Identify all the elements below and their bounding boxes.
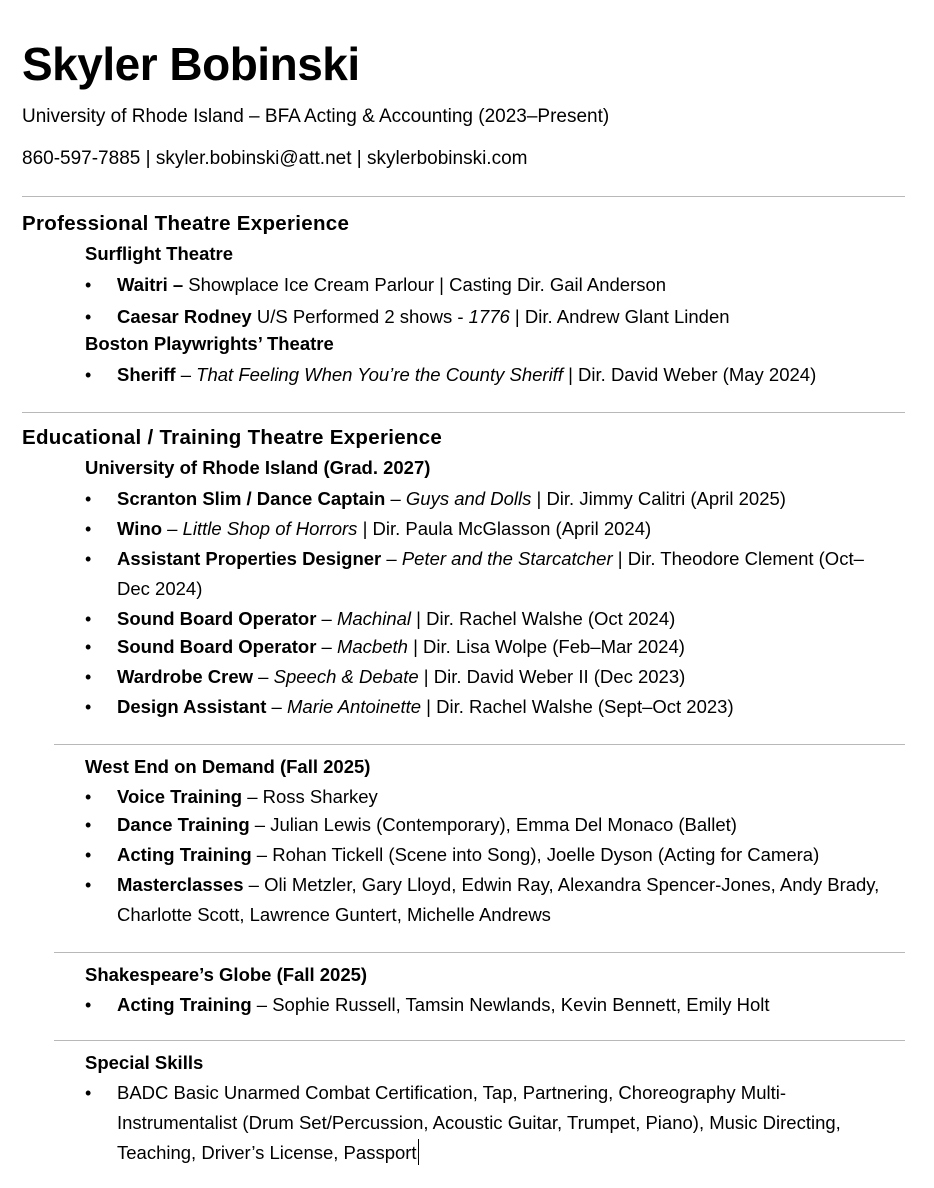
org-heading-boston: Boston Playwrights’ Theatre xyxy=(85,333,334,354)
bullet-icon: • xyxy=(85,697,92,717)
bullet-icon: • xyxy=(85,609,92,629)
show-title: Peter and the Starcatcher xyxy=(401,548,613,569)
list-item xyxy=(85,870,885,930)
org-heading-uri: University of Rhode Island (Grad. 2027) xyxy=(85,457,431,478)
credit-details: | Dir. David Weber II (Dec 2023) xyxy=(418,666,686,687)
role-label: Caesar Rodney xyxy=(117,306,252,327)
show-title: Guys and Dolls xyxy=(405,488,532,509)
section-divider xyxy=(22,412,905,413)
bullet-icon: • xyxy=(85,549,92,569)
role-label: Scranton Slim / Dance Captain xyxy=(117,488,386,509)
bullet-icon: • xyxy=(85,365,92,385)
credit-details: – Ross Sharkey xyxy=(242,786,378,807)
bullet-icon: • xyxy=(85,637,92,657)
role-label: Wardrobe Crew xyxy=(117,666,254,687)
bullet-icon: • xyxy=(85,275,92,295)
contact-line: 860-597-7885 | skyler.bobinski@att.net | skylerbobinski.com xyxy=(22,148,528,169)
section-divider xyxy=(22,196,905,197)
bullet-icon: • xyxy=(85,995,92,1015)
bullet-icon: • xyxy=(85,307,92,327)
subsection-divider xyxy=(54,1040,905,1041)
list-item xyxy=(85,840,885,870)
dash-separator: – xyxy=(162,518,183,539)
list-item xyxy=(85,360,885,390)
role-label: Assistant Properties Designer xyxy=(117,548,382,569)
bullet-icon: • xyxy=(85,489,92,509)
credit-details: Showplace Ice Cream Parlour | Casting Dir. Gail Anderson xyxy=(183,274,667,295)
section-title-professional: Professional Theatre Experience xyxy=(22,212,350,235)
special-skills-text: BADC Basic Unarmed Combat Certification, Tap, Partnering, Choreography Multi-Instrumentalist (Drum Set/Percussion, Acoustic Guitar, Trumpet, Piano), Music Directing, Teaching, Driver’s License, Passport xyxy=(117,1082,841,1163)
role-label: Design Assistant xyxy=(117,696,267,717)
bullet-icon: • xyxy=(85,519,92,539)
bullet-icon: • xyxy=(85,815,92,835)
dash-separator: – xyxy=(316,636,337,657)
bullet-icon: • xyxy=(85,787,92,807)
role-label: Dance Training xyxy=(117,814,250,835)
list-item xyxy=(85,514,885,544)
list-item xyxy=(85,270,885,300)
dash-separator: – xyxy=(175,364,197,385)
bullet-icon: • xyxy=(85,845,92,865)
dash-separator: – xyxy=(385,488,406,509)
credit-details: | Dir. Theodore Clement (Oct–Dec 2024) xyxy=(117,548,864,599)
credit-details: – Oli Metzler, Gary Lloyd, Edwin Ray, Alexandra Spencer-Jones, Andy Brady, Charlotte Scott, Lawrence Guntert, Michelle Andrews xyxy=(117,874,880,925)
subsection-divider xyxy=(54,952,905,953)
list-item xyxy=(85,990,885,1020)
show-title: Speech & Debate xyxy=(273,666,419,687)
credit-note: U/S Performed 2 shows - xyxy=(251,306,469,327)
list-item xyxy=(85,302,885,332)
list-item xyxy=(85,782,885,812)
show-title: Machinal xyxy=(336,608,412,629)
show-title: Little Shop of Horrors xyxy=(182,518,358,539)
role-label: Sound Board Operator xyxy=(117,636,317,657)
list-item xyxy=(85,1078,885,1168)
list-item xyxy=(85,544,885,604)
role-label: Waitri – xyxy=(117,274,184,295)
credit-details: | Dir. Rachel Walshe (Sept–Oct 2023) xyxy=(421,696,734,717)
credit-details: – Sophie Russell, Tamsin Newlands, Kevin Bennett, Emily Holt xyxy=(251,994,770,1015)
list-item xyxy=(85,484,885,514)
list-item xyxy=(85,632,885,662)
org-heading-special-skills: Special Skills xyxy=(85,1052,204,1073)
text-cursor xyxy=(418,1139,420,1165)
credit-details: | Dir. Rachel Walshe (Oct 2024) xyxy=(411,608,676,629)
dash-separator: – xyxy=(266,696,287,717)
bullet-icon: • xyxy=(85,667,92,687)
credit-details: | Dir. Paula McGlasson (April 2024) xyxy=(357,518,652,539)
section-title-educational: Educational / Training Theatre Experience xyxy=(22,426,443,449)
bullet-icon: • xyxy=(85,1083,92,1103)
role-label: Wino xyxy=(117,518,163,539)
show-title: That Feeling When You’re the County Sheriff xyxy=(196,364,563,385)
role-label: Voice Training xyxy=(117,786,243,807)
list-item xyxy=(85,810,885,840)
show-title: 1776 xyxy=(468,306,510,327)
list-item xyxy=(85,604,885,634)
role-label: Sheriff xyxy=(117,364,176,385)
credit-details: | Dir. Lisa Wolpe (Feb–Mar 2024) xyxy=(407,636,685,657)
show-title: Macbeth xyxy=(336,636,408,657)
list-item xyxy=(85,662,885,692)
dash-separator: – xyxy=(381,548,402,569)
dash-separator: – xyxy=(253,666,274,687)
bullet-icon: • xyxy=(85,875,92,895)
show-title: Marie Antoinette xyxy=(287,696,422,717)
role-label: Acting Training xyxy=(117,994,252,1015)
credit-details: | Dir. Andrew Glant Linden xyxy=(509,306,730,327)
resume-name: Skyler Bobinski xyxy=(22,38,360,90)
org-heading-surflight: Surflight Theatre xyxy=(85,243,234,264)
credit-details: | Dir. David Weber (May 2024) xyxy=(562,364,817,385)
credit-details: | Dir. Jimmy Calitri (April 2025) xyxy=(531,488,786,509)
list-item xyxy=(85,692,885,722)
org-heading-globe: Shakespeare’s Globe (Fall 2025) xyxy=(85,964,368,985)
role-label: Sound Board Operator xyxy=(117,608,317,629)
credit-details: – Julian Lewis (Contemporary), Emma Del Monaco (Ballet) xyxy=(249,814,737,835)
org-heading-west-end: West End on Demand (Fall 2025) xyxy=(85,756,371,777)
education-line: University of Rhode Island – BFA Acting & Accounting (2023–Present) xyxy=(22,106,610,127)
credit-details: – Rohan Tickell (Scene into Song), Joelle Dyson (Acting for Camera) xyxy=(251,844,820,865)
role-label: Acting Training xyxy=(117,844,252,865)
role-label: Masterclasses xyxy=(117,874,244,895)
dash-separator: – xyxy=(316,608,337,629)
subsection-divider xyxy=(54,744,905,745)
